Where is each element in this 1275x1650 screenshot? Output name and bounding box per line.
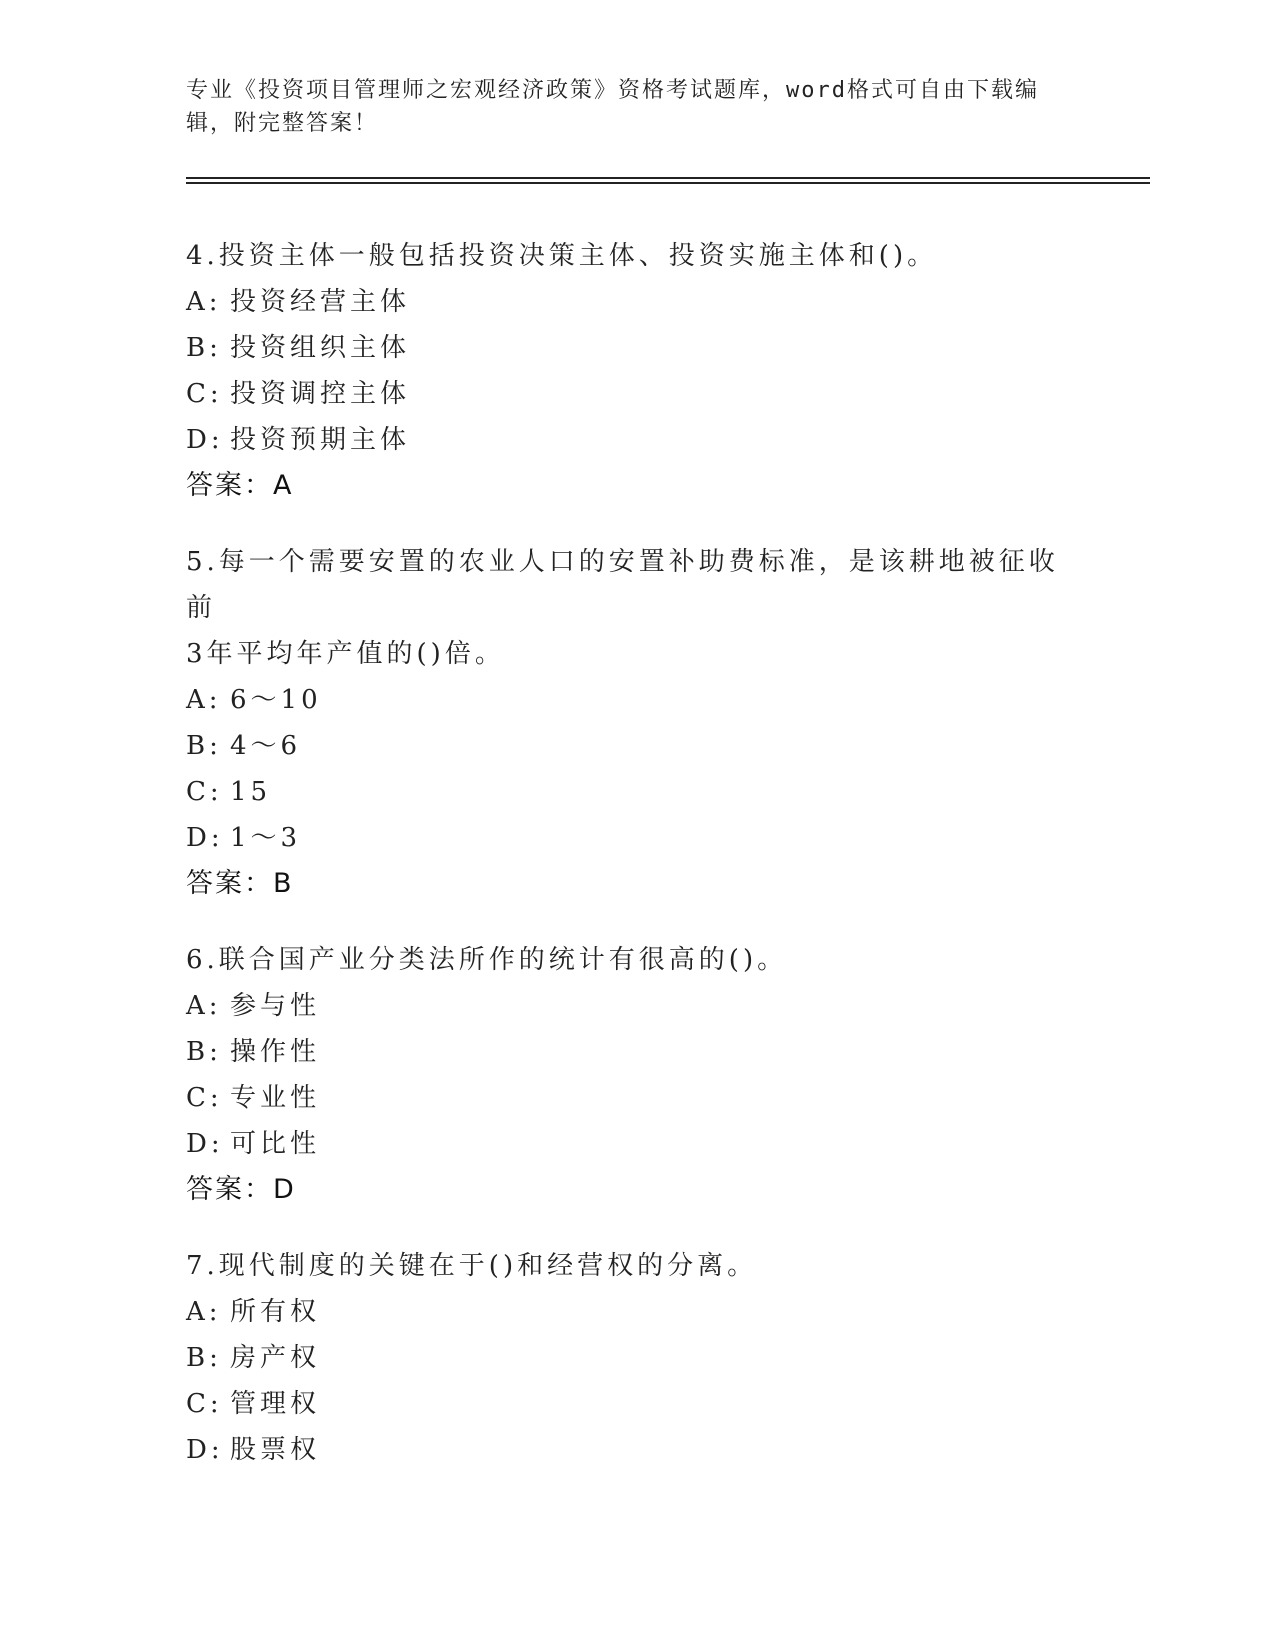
header-divider-bottom [186,182,1150,184]
question-stem-line-1: 5.每一个需要安置的农业人口的安置补助费标准，是该耕地被征收前 [186,547,1059,623]
option-text: 所有权 [230,1297,321,1327]
option-text: 参与性 [230,991,321,1021]
option-letter: C: [186,1083,223,1113]
option-a [186,983,1086,1029]
option-text: 投资调控主体 [230,379,411,409]
header-line-1: 专业《投资项目管理师之宏观经济政策》资格考试题库，word格式可自由下载编 [186,78,1039,103]
option-d [186,815,1086,861]
question-stem: 6.联合国产业分类法所作的统计有很高的()。 [186,945,788,975]
option-text: 操作性 [230,1037,321,1067]
option-letter: A: [186,685,222,715]
option-text: 股票权 [230,1435,321,1465]
question-7 [186,1243,1086,1473]
option-letter: B: [186,1037,222,1067]
option-letter: A: [186,287,222,317]
option-c [186,1075,1086,1121]
option-text: 专业性 [230,1083,321,1113]
question-4 [186,233,1086,509]
option-c [186,769,1086,815]
option-b [186,1029,1086,1075]
question-stem: 4.投资主体一般包括投资决策主体、投资实施主体和()。 [186,241,938,271]
option-d [186,1121,1086,1167]
question-stem-line-2: 3年平均年产值的()倍。 [186,639,505,669]
option-letter: D: [186,1435,224,1465]
option-b [186,1335,1086,1381]
answer-label: 答案：D [186,1174,296,1205]
option-letter: D: [186,425,224,455]
option-text: 投资组织主体 [230,333,411,363]
option-text: 15 [230,777,272,807]
option-a [186,279,1086,325]
question-5 [186,539,1086,907]
option-letter: B: [186,333,222,363]
option-text: 4～6 [230,731,302,761]
option-text: 管理权 [230,1389,321,1419]
document-header [186,74,1086,140]
option-letter: A: [186,1297,222,1327]
option-text: 房产权 [230,1343,321,1373]
option-text: 1～3 [230,823,302,853]
option-letter: B: [186,1343,222,1373]
option-text: 6～10 [230,685,322,715]
option-letter: C: [186,379,223,409]
option-c [186,1381,1086,1427]
option-text: 投资预期主体 [230,425,411,455]
option-letter: D: [186,1129,224,1159]
answer-label: 答案：A [186,470,294,501]
option-letter: B: [186,731,222,761]
option-letter: C: [186,1389,223,1419]
question-list [186,233,1086,1503]
question-6 [186,937,1086,1213]
option-d [186,1427,1086,1473]
option-a [186,1289,1086,1335]
option-b [186,325,1086,371]
header-divider-top [186,177,1150,179]
header-line-2: 辑，附完整答案！ [186,111,379,136]
option-c [186,371,1086,417]
question-stem: 7.现代制度的关键在于()和经营权的分离。 [186,1251,758,1281]
option-text: 可比性 [230,1129,321,1159]
option-letter: C: [186,777,223,807]
option-letter: D: [186,823,224,853]
option-text: 投资经营主体 [230,287,411,317]
option-b [186,723,1086,769]
option-letter: A: [186,991,222,1021]
option-d [186,417,1086,463]
option-a [186,677,1086,723]
answer-label: 答案：B [186,868,294,899]
